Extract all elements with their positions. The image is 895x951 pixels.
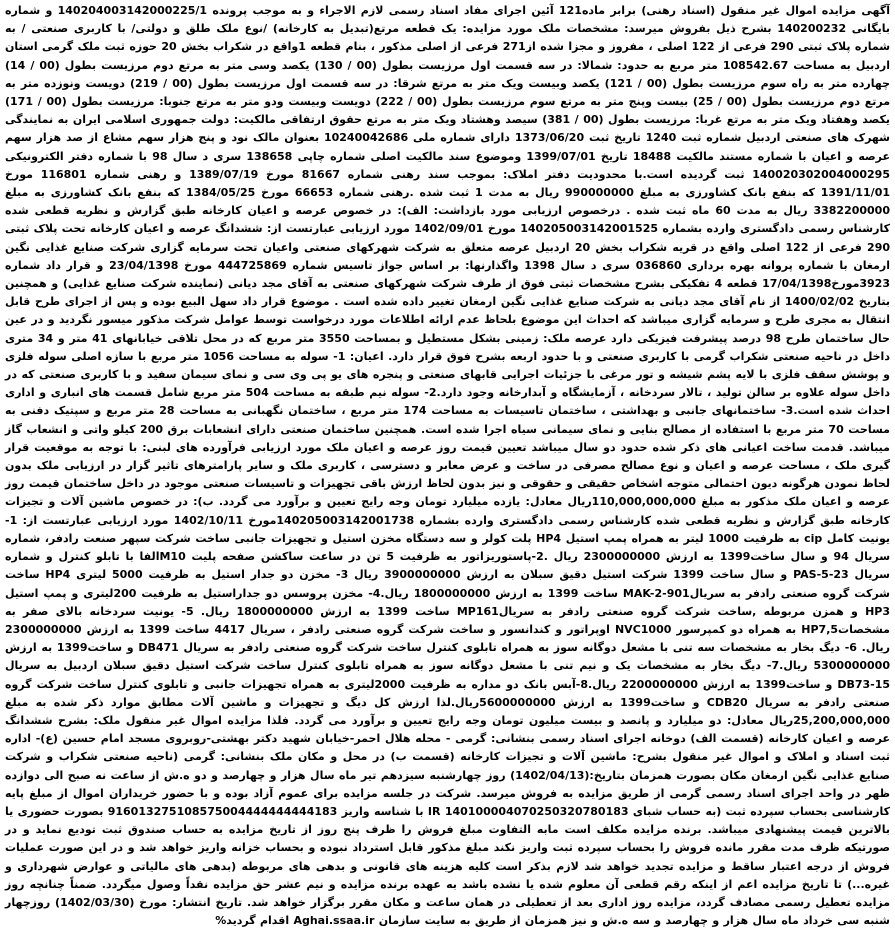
auction-notice-text: آگهی مزایده اموال غیر منقول (اسناد رهنی) برابر ماده121 آئین اجرای مفاد اسناد رسمی لازم الاجراء و به موجب پرونده 140204003142000225/1 و شماره بایگانی 140200232 بشرح ذیل بفروش میرسد: مشخصات ملک مورد مزایده: یک قطعه مرتع(تبدیل به کارخانه) /نوع ملک طلق و دولتی/ با کاربری صنعتی / به شماره پلاک ثبتی 290 فرعی از 122 اصلی ، مفروز و مجزا شده از271 فرعی از اصلی مذکور ، بنام قطعه 1واقع در شکراب بخش 20 حوزه ثبت ملک گرمی استان اردبیل به مساحت 108542.67 متر مربع به حدود: شمالا: در سه قسمت اول مرزیست بطول (00 / 130) یکصد وسی متر به مرتع دوم مرزیست بطول (00 / 14) چهارده متر به راه سوم مرزیست بطول (00 / 121) یکصد وبیست ویک متر به مرتع شرقا: در سه قسمت اول مرزیست بطول (00 / 219) دویست ونوزده متر به مرتع دوم مرزیست بطول (00 / 25) بیست وپنج متر به مرتع سوم مرزیست بطول (00 / 222) دویست وبیست ودو متر به مرتع جنوبا: مرزیست بطول (00 / 171) یکصد وهفتاد ویک متر به مرتع غربا: مرزیست بطول (00 / 381) سیصد وهشتاد ویک متر به مرتع حقوق ارتفاقی مالکیت: دولت جمهوری اسلامی ایران به نمایندگی شهرک های صنعتی اردبیل شماره ثبت 1240 تاریخ ثبت 1373/06/20 دارای شماره ملی 10240042686 بعنوان مالک نود و پنج هزار سهم مشاع از صد هزار سهم عرصه و اعیان با شماره مستند مالکیت 18488 تاریخ 1399/07/01 وموضوع سند مالکیت اصلی شماره چاپی 138658 سری د سال 98 با شماره دفتر الکترونیکی 140020302004000295 ثبت گردیده است.با محدودیت دفتر املاک: بموجب سند رهنی شماره 81667 مورخ 1389/07/19 و رهنی شماره 116801 مورخ 1391/11/01 که بنفع بانک کشاورزی به مبلغ 990000000 ریال به مدت 1 ثبت شده .رهنی شماره 66653 مورخ 1384/05/25 که بنفع بانک کشاورزی به مبلغ 3382200000 ریال به مدت 60 ماه ثبت شده . درخصوص ارزیابی مورد بازداشت: الف): در خصوص عرصه و اعیان کارخانه طبق گزارش و نظریه قطعی شده کارشناس رسمی دادگستری وارده بشماره 140205003142001525 مورخ 1402/09/01 مورد ارزیابی عبارتست از: ششدانگ عرصه و اعیان کارخانه تحت پلاک ثبتی 290 فرعی از 122 اصلی واقع در قریه شکراب بخش 20 اردبیل عرصه متعلق به شرکت شهرکهای صنعتی واعیان تحت سرمایه گزاری شرکت صنایع غذایی نگین ارمغان با شماره پروانه بهره برداری 036860 سری د سال 1398 واگذارنها: بر اساس جواز تاسیس شماره 444725869 مورخ 23/04/1398 و قرار داد شماره 3923مورخ17/04/1398 قطعه 4 تفکیکی بشرح مشخصات ثبتی فوق از طرف شرکت شهرکهای صنعتی به آقای مجد دیانی (نماینده شرکت صنایع غذایی) و همچنین بتاریخ 1400/02/02 از نام آقای مجد دیانی به شرکت صنایع غذایی نگین ارمغان تغییر داده شده است . موضوع قرار داد سهل البیع بوده و پس از اجرای طرح قابل انتقال به مجری طرح و سرمایه گزاری میباشد که احداث این موضوع بلحاظ عدم ارائه اطلاعات مورد درخواست توسط عوامل شرکت مذکور میسور نگردید و در عین حال ساختمان طرح 98 درصد پیشرفت فیزیکی دارد عرصه ملک: زمینی بشکل مستطیل و بمساحت 3550 متر مربع که در محل تلاقی خیابانهای 41 متر و 34 متری داخل در ناحیه صنعتی شکراب گرمی با کاربری صنعتی و با حدود اربعه بشرح فوق قرار دارد. اعیان: 1- سوله به مساحت 1056 متر مربع با سازه اصلی سوله فلزی و پوشش سقف فلزی با لایه پشم شیشه و تور مرغی با جزئیات اجرایی قابهای صنعتی و پنجره های یو پی وی سی و نمای سیمان سفید و با کاربری صنعتی که در داخل سوله علاوه بر سالن تولید ، تالار سردخانه ، آزمایشگاه و آبدارخانه وجود دارد.2- سوله نیم طبقه به مساحت 504 متر مربع شامل قسمت های انباری و اداری احداث شده است.3- ساختمانهای جانبی و بهداشتی ، ساختمان تاسیسات به مساحت 174 متر مربع ، ساختمان نگهبانی به مساحت 28 متر مربع و سپتیک دفنی به مساحت 70 متر مربع با استفاده از مصالح بنایی و نمای سیمانی سیاه اجرا شده است. همچنین ساختمان صنعتی دارای انشعابات برق 200 کیلو واتی و انشعاب گاز میباشد. قدمت ساخت اعیانی های ذکر شده حدود دو سال میباشد تعیین قیمت روز عرصه و اعیان ملک مورد ارزیابی فرآورده های لبنی: با توجه به موقعیت قرار گیری ملک ، مساحت عرصه و اعیان و نوع مصالح مصرفی در ساخت و عرض معابر و دسترسی ، کاربری ملک و سایر پارامترهای تاثیر گزار در ارزیابی ملک بدون لحاظ نمودن هرگونه دیون احتمالی متوجه اشخاص حقیقی و حقوقی و نیز بدون لحاظ ارزش باقی تجهیزات و تاسیسات صنعتی موجود در داخل ساختمان قیمت روز عرصه و اعیان ملک مذکور به مبلغ 110,000,000,000ریال معادل: یازده میلیارد تومان وجه رایج تعیین و برآورد می گردد. ب): در خصوص ماشین آلات و تجیزات کارخانه طبق گزارش و نظریه قطعی شده کارشناس رسمی دادگستری وارده بشماره 140205003142001738مورخ 1402/10/11 مورد ارزیابی عبارتست از: 1- یونیت کامل cip به ظرفیت 1000 لیتر به همراه پمپ استیل HP4 پلت کولر و سه دستگاه مخزن استیل و تجهیزات جانبی ساخت شرکت سپهر صنعت رادفر، شماره سریال 94 و سال ساخت1399 به ارزش 2300000000 ریال .2-پاستوریزاتور به ظرفیت 5 تن در ساعت ساکشن صفحه پلیت M10الفا با تابلو کنترل و شماره سریال PAS-5-23 و سال ساخت 1399 شرکت استیل دقیق سبلان به ارزش 3900000000 ریال 3- مخزن دو جدار استیل به ظرفیت 5000 لیتری HP4 ساخت شرکت گروه صنعتی رادفر به سریالMAK-2-901 ساخت 1399 به ارزش 1800000000 ریال.4- مخزن پروسس دو جداراستیل به ظرفیت 200لیتری و پمپ استیل HP3 و همزن مربوطه ,ساخت شرکت گروه صنعتی رادفر به سریالMP161 ساخت 1399 به ارزش 1800000000 ریال. 5- یونیت سردخانه بالای صفر به مشخصاتHP7,5 به همراه دو کمپرسور NVC1000 اوپراتور و کندانسور و ساخت شرکت گروه صنعتی رادفر ، سریال 4417 ساخت 1399 به ارزش 2300000000 ریال. 6- دیگ بخار به مشخصات سه تنی با مشعل دوگانه سوز به همراه تابلوی کنترل ساخت شرکت گروه صنعتی رادفر به سریال DB471 و ساخت1399 به ارزش 5300000000 ریال.7- دیگ بخار به مشخصات یک و نیم تنی با مشعل دوگانه سوز به همراه تابلوی کنترل ساخت شرکت استیل دقیق سبلان اردبیل به سریال DB73-15 و ساخت1399 به ارزش 2200000000 ریال.8-آبس بانک دو مداره به ظرفیت 2000لیتری به همراه تجهیزات جانبی و تابلوی کنترل ساخت شرکت گروه صنعتی رادفر به سریال CDB20 و ساخت1399 به ارزش 5600000000ریال.لذا ارزش کل دیگ و تجهیزات و ماشین آلات مطابق موارد ذکر شده به مبلغ 25,200,000,000ریال معادل: دو میلیارد و پانصد و بیست میلیون تومان وجه رایج تعیین و برآورد می گردد. فلذا مزایده اموال غیر منقول ملک: بشرح ششدانگ عرصه و اعیان کارخانه (قسمت الف) دوخانه اجرای اسناد رسمی بنشانی: گرمی - محله هلال احمر-خیابان شهید دکتر بهشتی-روبروی مسجد امام حسین (ع)- اداره ثبت اسناد و املاک و اموال غیر منقول بشرح: ماشین آلات و تجیزات کارخانه (قسمت ب) در محل و مکان ملک بنشانی: گرمی (ناحیه صنعتی شکراب و شرکت صنایع غذایی نگین ارمغان مکان بصورت همزمان بتاریخ:(1402/04/13) روز چهارشنبه سیزدهم تیر ماه سال هزار و چهارصد و دو ه.ش از ساعت نه صبح الی دوازده ظهر در واحد اجرای اسناد رسمی گرمی از طریق مزایده به فروش میرسد. شرکت در جلسه مزایده برای عموم آزاد بوده و با حضور خریداران اموال از مبلغ پایه کارشناسی بحساب سپرده ثبت (به حساب شبای IR 140100004070250320780183 با شناسه واریز 916013275108575004444444444183 بصورت حضوری یا بالاترین قیمت پیشنهادی میباشد. برنده مزایده مکلف است مابه التفاوت مبلغ فروش را ظرف پنج روز از تاریخ مزایده به حساب صندوق ثبت تودیع نماید و در صورتیکه ظرف مدت مقرر مانده فروش را بحساب سپرده ثبت واریز نکند مبلغ مذکور قابل استرداد نبوده و بحساب خزانه واریز خواهد شد و در این صورت عملیات فروش از درجه اعتبار ساقط و مزایده تجدید خواهد شد لازم بذکر است کلیه هزینه های قانونی و بدهی های مربوطه (بدهی های مالیاتی و عوارض شهرداری و غیره...) تا تاریخ مزایده اعم از اینکه رقم قطعی آن معلوم شده یا نشده باشد به عهده برنده مزایده و نیم عشر حق مزایده نقداً وصول میگردد. ضمناً چنانچه روز مزایده تعطیل رسمی مصادف گردد، مزایده روز اداری بعد از تعطیلی در همان ساعت و مکان مقرر برگزار خواهد شد. تاریخ انتشار: مورخ (1402/03/30) روزچهار شنبه سی خرداد ماه سال هزار و چهارصد و سه ه.ش و نیز همزمان از طریق به سایت سازمان Aghai.ssaa.ir اقدام گردید%: [5, 4, 891, 928]
